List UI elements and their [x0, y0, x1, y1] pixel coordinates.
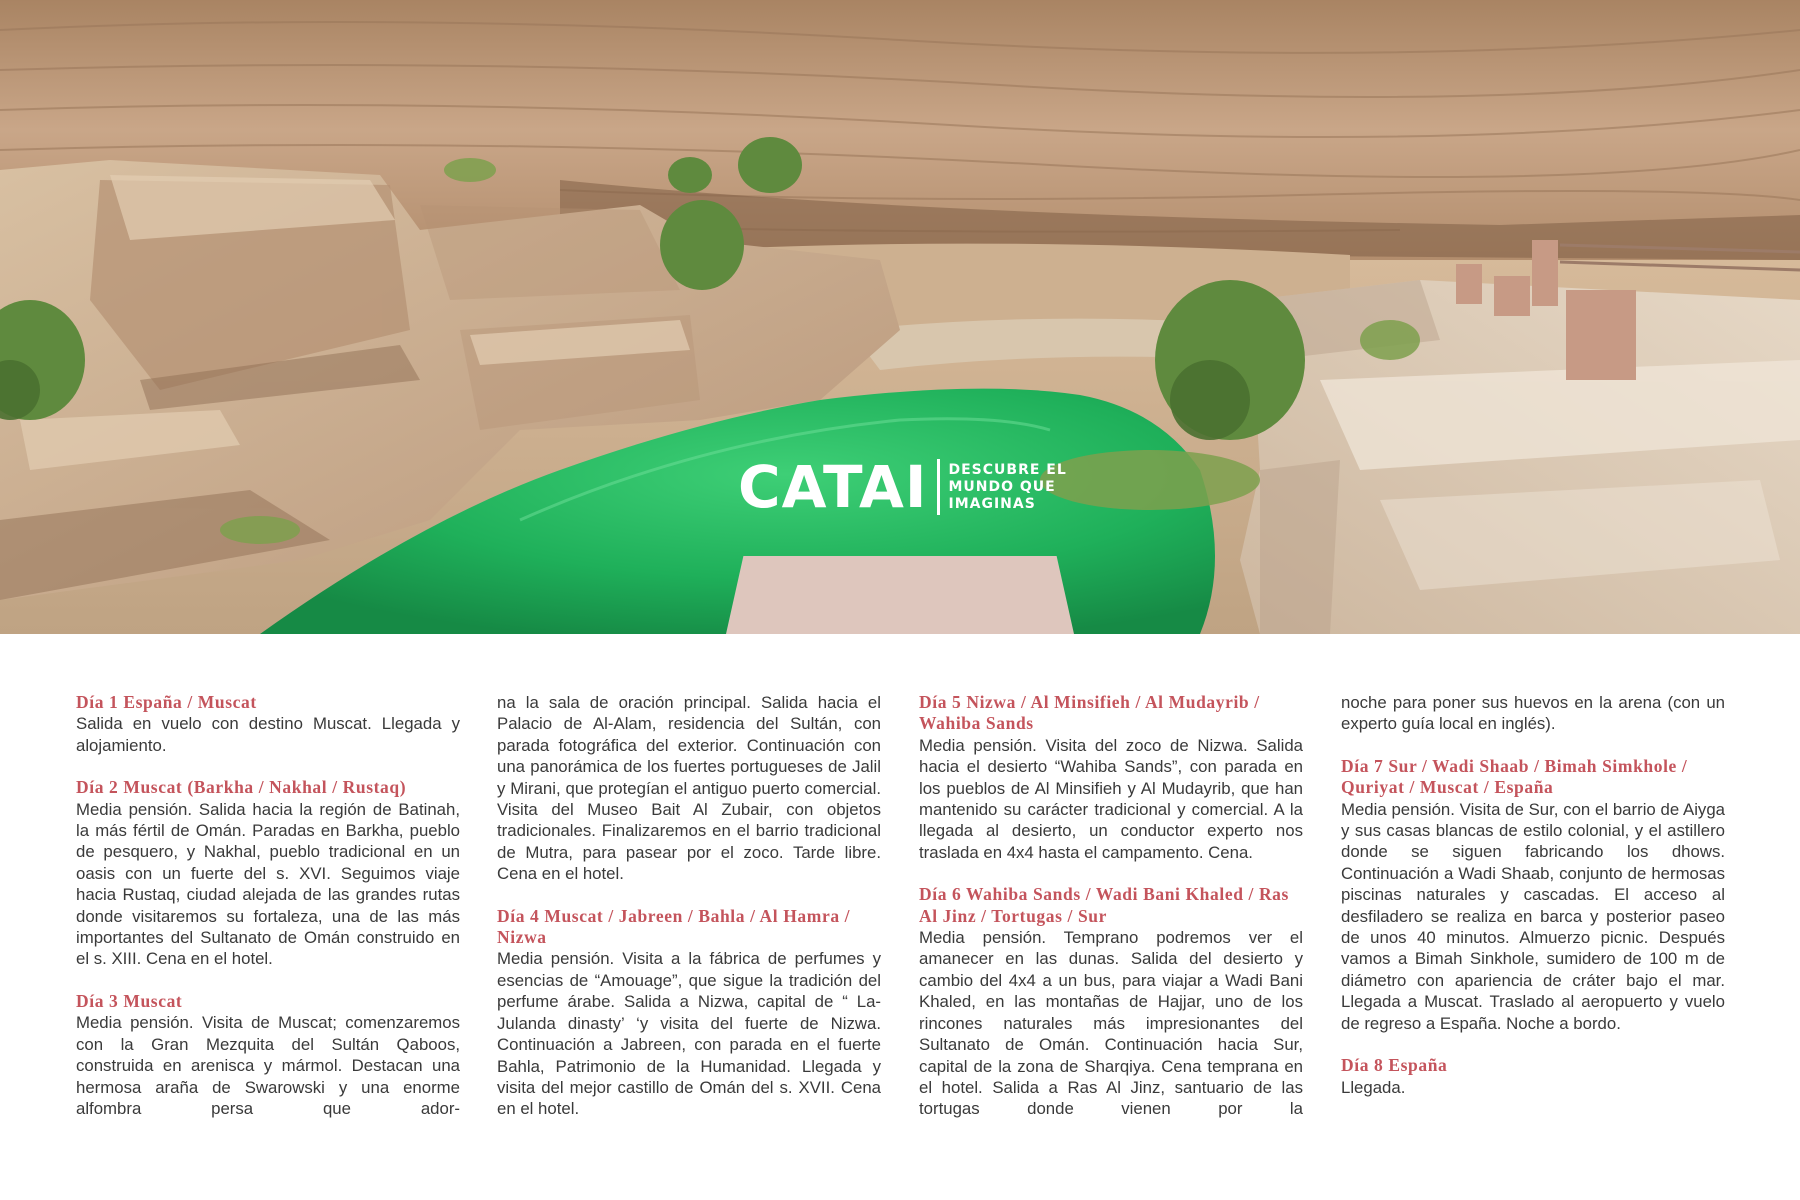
- day-text: na la sala de oración principal. Salida hacia el Palacio de Al-Alam, residencia del Sultán, con parada fotográfica del exterior. Continuación con una panorámica de los fuertes portugueses de Jalil y Mirani, que protegían el antiguo puerto comercial. Visita del Museo Bait Al Zubair, con objetos tradicionales. Finalizaremos en el barrio tradicional de Mutra, para pasear por el zoco. Tarde libre. Cena en el hotel.: [497, 693, 881, 884]
- day-title: Día 4 Muscat / Jabreen / Bahla / Al Hamra / Nizwa: [497, 905, 851, 948]
- day-text: Media pensión. Visita a la fábrica de perfumes y esencias de “Amouage”, que sigue la tradición del perfume árabe. Salida a Nizwa, capital de “ La- Julanda dinasty’ ‘y visita del fuerte de Nizwa. Continuación a Jabreen, con parada en el fuerte Bahla, Patrimonio de la Humanidad. Llegada y visita del mejor castillo de Omán del s. XVII. Cena en el hotel.: [497, 949, 881, 1119]
- day-entry: [497, 692, 881, 885]
- tagline-line: MUNDO QUE: [948, 478, 1056, 495]
- itinerary-column-1: [76, 692, 460, 1140]
- itinerary-column-2: [497, 692, 881, 1141]
- day-text: Llegada.: [1341, 1077, 1406, 1097]
- day-entry: [1341, 692, 1725, 735]
- day-entry: [919, 884, 1303, 1119]
- day-entry: [1341, 1055, 1725, 1098]
- brand-tagline: [948, 462, 1066, 513]
- tagline-line: DESCUBRE EL: [948, 461, 1067, 478]
- day-title: Día 5 Nizwa / Al Minsifieh / Al Mudayrib / Wahiba Sands: [919, 692, 1260, 734]
- tagline-line: IMAGINAS: [948, 495, 1036, 512]
- day-text: Media pensión. Visita de Muscat; comenzaremos con la Gran Mezquita del Sultán Qaboos, construida en arenisca y mármol. Destacan una hermosa araña de Swarowski y una enorme alfombra persa que ador-: [76, 1013, 460, 1118]
- logo-divider: [937, 459, 940, 515]
- itinerary-column-3: [919, 692, 1303, 1141]
- brand-name: CATAI: [738, 453, 928, 521]
- day-text: Media pensión. Visita del zoco de Nizwa. Salida hacia el desierto “Wahiba Sands”, con parada en los pueblos de Al Minsifieh y Al Mudayrib, que han mantenido su carácter tradicional y comercial. A la llegada al desierto, un conductor experto nos traslada en 4x4 hasta el campamento. Cena.: [919, 735, 1303, 862]
- day-text: Media pensión. Salida hacia la región de Batinah, la más fértil de Omán. Paradas en Barkha, pueblo de pesquero, y Nakhal, pueblo tradicional en un oasis con un fuerte del s. XVI. Seguimos viaje hacia Rustaq, ciudad alejada de las grandes rutas donde visitaremos su fortaleza, una de las más importantes del Sultanato de Omán construido en el s. XIII. Cena en el hotel.: [76, 799, 460, 969]
- day-title: Día 3 Muscat: [76, 990, 183, 1011]
- day-title: Día 2 Muscat (Barkha / Nakhal / Rustaq): [76, 777, 407, 798]
- catai-logo: [738, 452, 1067, 522]
- day-text: Media pensión. Visita de Sur, con el barrio de Aiyga y sus casas blancas de estilo colonial, y el astillero donde se siguen fabricando los dhows. Continuación a Wadi Shaab, conjunto de hermosas piscinas naturales y cascadas. El acceso al desfiladero se realiza en barca y posterior paseo de unos 40 minutos. Almuerzo picnic. Después vamos a Bimah Sinkhole, sumidero de 100 m de diámetro con apariencia de cráter bajo el mar. Llegada a Muscat. Traslado al aeropuerto y vuelo de regreso a España. Noche a bordo.: [1341, 799, 1725, 1033]
- day-title: Día 6 Wahiba Sands / Wadi Bani Khaled / Ras Al Jinz / Tortugas / Sur: [919, 884, 1289, 926]
- day-entry: [76, 692, 460, 756]
- day-entry: [1341, 756, 1725, 1034]
- day-entry: [919, 692, 1303, 863]
- itinerary-column-4: [1341, 692, 1725, 1119]
- day-text: Salida en vuelo con destino Muscat. Llegada y alojamiento.: [76, 714, 460, 755]
- day-entry: [497, 906, 881, 1120]
- day-text: Media pensión. Temprano podremos ver el amanecer en las dunas. Salida del desierto y cambio del 4x4 a un bus, para viajar a Wadi Bani Khaled, en las montañas de Hajjar, uno de los rincones naturales más impresionantes del Sultanato de Omán. Continuación hacia Sur, capital de la zona de Sharqiya. Cena temprana en el hotel. Salida a Ras Al Jinz, santuario de las tortugas donde vienen por la: [919, 928, 1303, 1119]
- day-entry: [76, 991, 460, 1119]
- day-text: noche para poner sus huevos en la arena (con un experto guía local en inglés).: [1341, 693, 1725, 734]
- day-entry: [76, 777, 460, 970]
- decorative-tab: [726, 556, 1074, 634]
- day-title: Día 8 España: [1341, 1055, 1448, 1076]
- day-title: Día 7 Sur / Wadi Shaab / Bimah Simkhole / Quriyat / Muscat / España: [1341, 755, 1688, 798]
- day-title: Día 1 España / Muscat: [76, 692, 257, 712]
